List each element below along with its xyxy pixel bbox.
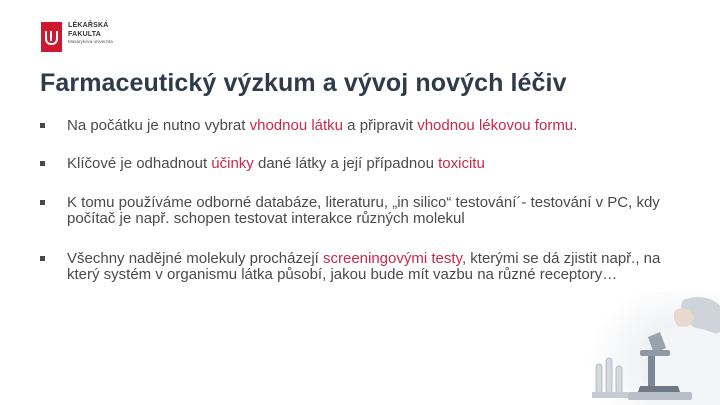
highlight-text: vhodnou látku <box>249 117 344 134</box>
text-run: K tomu používáme odborné databáze, literaturu, „in silico“ testování´- testování v PC, kdy počítač je např. schopen testovat interakce různých molekul <box>67 194 660 227</box>
text-run: Klíčové je odhadnout <box>67 155 212 172</box>
text-run: Všechny nadějné molekuly procházejí <box>67 250 323 267</box>
bullet-text <box>67 156 680 172</box>
text-run: dané látky a její případnou <box>253 155 439 172</box>
highlight-text: toxicitu <box>438 155 485 172</box>
bullet-list <box>40 118 680 283</box>
highlight-text: účinky <box>211 155 254 172</box>
bullet-item <box>40 251 680 283</box>
text-run: . <box>573 117 578 134</box>
bullet-text <box>67 195 680 227</box>
highlight-text: vhodnou lékovou formu <box>417 117 574 134</box>
logo-line-1: LÉKAŘSKÁ <box>68 22 109 29</box>
university-logo-icon <box>41 22 62 52</box>
highlight-text: screeningovými testy <box>322 250 462 267</box>
bullet-square-icon <box>40 161 45 166</box>
logo-line-3: Masarykova univerzita <box>68 39 113 44</box>
bullet-square-icon <box>40 200 45 205</box>
bullet-text <box>67 118 680 134</box>
faculty-logo <box>41 22 113 52</box>
bullet-square-icon <box>40 123 45 128</box>
logo-text <box>68 22 113 45</box>
bullet-square-icon <box>40 256 45 261</box>
bullet-text <box>67 251 680 283</box>
slide-title: Farmaceutický výzkum a vývoj nových léčiv <box>40 69 567 97</box>
logo-line-2: FAKULTA <box>68 31 102 38</box>
bullet-item <box>40 156 680 172</box>
scientist-microscope-image <box>588 292 720 405</box>
text-run: , kterými se dá zjistit např., na který systém v organismu látka působí, jakou bude mít vazbu na různé receptory… <box>67 250 661 283</box>
bullet-item <box>40 118 680 134</box>
text-run: Na počátku je nutno vybrat <box>67 117 250 134</box>
bullet-item <box>40 195 680 227</box>
text-run: a připravit <box>343 117 418 134</box>
